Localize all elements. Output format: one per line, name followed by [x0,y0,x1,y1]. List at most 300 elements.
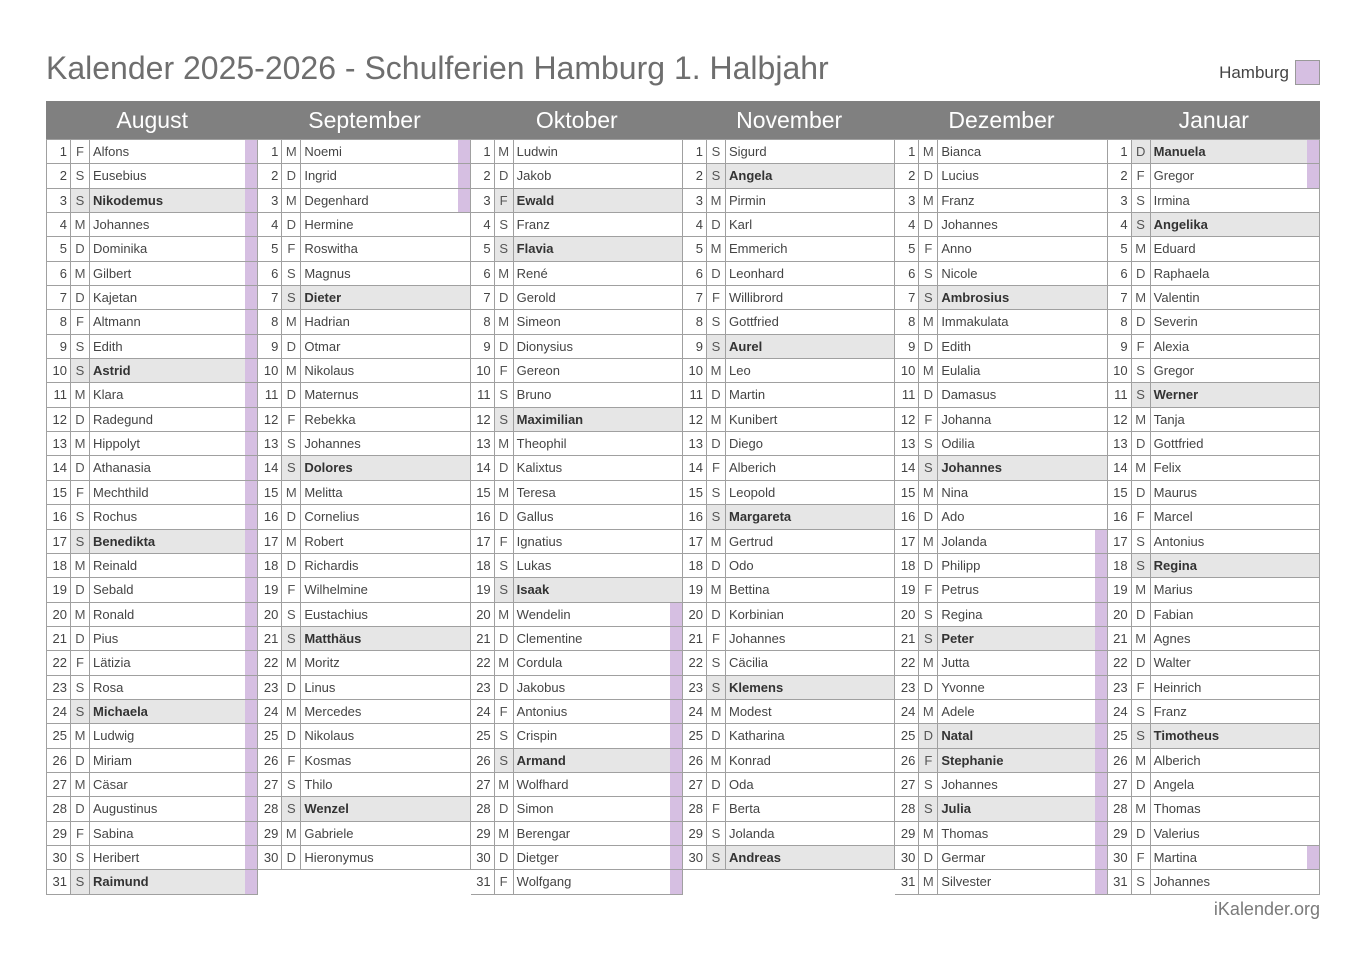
weekday-letter: S [282,603,301,626]
name-day: Sigurd [728,144,767,159]
day-row [47,797,258,821]
holiday-marker [245,335,257,358]
holiday-marker [1307,530,1319,553]
holiday-marker [245,432,257,455]
day-row [47,237,258,261]
day-number: 8 [1108,310,1132,333]
day-row [258,164,470,188]
day-number: 5 [1108,237,1132,260]
weekday-letter: S [71,335,90,358]
day-number: 24 [47,700,71,723]
name-day: Andreas [726,846,882,869]
day-row [47,651,258,675]
day-row [258,603,470,627]
month-header: September [258,101,470,139]
day-number: 2 [258,164,282,187]
holiday-marker [245,262,257,285]
day-number: 12 [471,408,495,431]
weekday-letter: M [919,700,938,723]
holiday-marker [1307,481,1319,504]
weekday-letter: F [282,237,301,260]
weekday-letter: M [919,359,938,382]
day-number: 5 [258,237,282,260]
day-row [47,773,258,797]
name-day: Agnes [1153,630,1191,646]
weekday-letter: M [707,578,726,601]
holiday-marker [458,846,470,869]
day-number: 2 [895,164,919,187]
weekday-letter: S [707,335,726,358]
weekday-letter: M [495,773,514,796]
holiday-marker [245,651,257,674]
day-row [471,554,683,578]
day-number: 17 [683,530,707,553]
day-row [258,676,470,700]
day-row [471,335,683,359]
day-row [47,627,258,651]
weekday-letter: M [71,724,90,747]
holiday-marker [245,505,257,528]
day-row [471,140,683,164]
holiday-marker [670,481,682,504]
day-row [471,797,683,821]
day-number: 22 [1108,651,1132,674]
holiday-marker [882,603,894,626]
day-number: 16 [47,505,71,528]
name-day: Odilia [941,436,975,452]
holiday-marker [882,505,894,528]
weekday-letter: M [71,773,90,796]
holiday-marker [245,822,257,845]
weekday-letter: M [495,140,514,163]
day-number: 14 [258,456,282,479]
day-number: 20 [47,603,71,626]
holiday-marker [245,846,257,869]
day-row [683,749,895,773]
name-day: Rebekka [304,411,356,427]
weekday-letter: D [707,383,726,406]
day-row [683,651,895,675]
holiday-marker [1095,262,1107,285]
day-row [258,870,470,894]
holiday-marker [670,505,682,528]
weekday-letter: S [282,627,301,650]
day-number: 20 [1108,603,1132,626]
holiday-marker [1307,676,1319,699]
weekday-letter: S [707,822,726,845]
name-day: Fabian [1153,606,1194,622]
holiday-marker [1307,164,1319,187]
weekday-letter: D [707,432,726,455]
name-day: Alberich [728,460,776,476]
day-number: 18 [47,554,71,577]
month-column [46,101,258,895]
day-row [258,724,470,748]
name-day: Degenhard [304,192,369,208]
name-day: Felix [1153,460,1182,476]
holiday-marker [245,140,257,163]
name-day: Peter [938,627,1094,650]
day-row [471,870,683,894]
weekday-letter: D [919,213,938,236]
day-number: 4 [683,213,707,236]
day-row [895,189,1107,213]
holiday-marker [245,456,257,479]
holiday-marker [1095,286,1107,309]
weekday-letter: S [1132,359,1151,382]
weekday-letter: D [919,505,938,528]
weekday-letter: D [495,286,514,309]
holiday-marker [882,554,894,577]
day-row [1108,724,1320,748]
day-row [258,335,470,359]
name-day: Aurel [726,335,882,358]
holiday-marker [670,870,682,893]
holiday-marker [1095,870,1107,893]
name-day: Sabina [93,825,134,841]
weekday-letter: F [495,359,514,382]
weekday-letter: D [282,383,301,406]
holiday-marker [458,213,470,236]
day-row [47,140,258,164]
day-number: 27 [258,773,282,796]
holiday-marker [458,554,470,577]
weekday-letter: M [1132,286,1151,309]
name-day: Philipp [941,557,981,573]
name-day: Stephanie [938,749,1094,772]
weekday-letter: D [1132,310,1151,333]
holiday-marker [882,749,894,772]
weekday-letter: M [707,237,726,260]
weekday-letter: S [1132,213,1151,236]
day-row [47,189,258,213]
weekday-letter: F [71,822,90,845]
name-day: Radegund [93,411,153,427]
holiday-marker [670,359,682,382]
holiday-marker [1095,335,1107,358]
weekday-letter: M [1132,456,1151,479]
weekday-letter: S [282,286,301,309]
name-day: Gilbert [93,265,132,281]
day-row [1108,797,1320,821]
name-day: Franz [1153,703,1187,719]
name-day: Thilo [304,776,333,792]
holiday-marker [1095,505,1107,528]
day-row [47,359,258,383]
day-number: 30 [258,846,282,869]
holiday-marker [1095,651,1107,674]
name-day: Ewald [514,189,670,212]
day-number: 22 [895,651,919,674]
name-day: Richardis [304,557,359,573]
day-row [471,286,683,310]
day-row [1108,383,1320,407]
name-day: Cordula [516,655,563,671]
holiday-marker [882,822,894,845]
day-row [47,846,258,870]
name-day: Johannes [1153,874,1211,890]
day-row [258,481,470,505]
name-day: Jutta [941,655,970,671]
day-number: 17 [895,530,919,553]
day-number: 23 [258,676,282,699]
weekday-letter: D [495,164,514,187]
day-row [683,335,895,359]
weekday-letter: M [707,749,726,772]
day-row [895,505,1107,529]
holiday-marker [1307,578,1319,601]
day-row [258,530,470,554]
day-row [1108,237,1320,261]
name-day: Silvester [941,874,992,890]
day-row [683,578,895,602]
holiday-marker [882,359,894,382]
holiday-marker [882,578,894,601]
holiday-marker [1095,676,1107,699]
holiday-marker [670,797,682,820]
weekday-letter: D [919,846,938,869]
holiday-marker [1095,797,1107,820]
day-number: 27 [683,773,707,796]
legend-swatch [1295,60,1320,85]
day-row [683,700,895,724]
day-row [1108,822,1320,846]
holiday-marker [458,724,470,747]
day-row [895,140,1107,164]
month-column [895,101,1107,895]
day-number: 7 [47,286,71,309]
weekday-letter: F [71,310,90,333]
weekday-letter: M [707,700,726,723]
day-number: 31 [47,870,71,893]
holiday-marker [670,578,682,601]
holiday-marker [1307,870,1319,893]
name-day: Gottfried [728,314,779,330]
day-number: 17 [471,530,495,553]
name-day: Lätizia [93,655,131,671]
day-row [471,505,683,529]
name-day: Natal [938,724,1094,747]
holiday-marker [245,359,257,382]
day-row [683,262,895,286]
day-row [47,310,258,334]
day-row [1108,554,1320,578]
day-number: 19 [258,578,282,601]
day-number: 26 [683,749,707,772]
weekday-letter: D [495,676,514,699]
name-day: Klara [93,387,124,403]
day-number: 17 [47,530,71,553]
weekday-letter: D [1132,651,1151,674]
day-number: 7 [258,286,282,309]
weekday-letter: S [71,359,90,382]
holiday-marker [458,237,470,260]
holiday-marker [245,870,257,893]
day-number: 14 [895,456,919,479]
holiday-marker [458,335,470,358]
weekday-letter: D [707,773,726,796]
name-day: Dolores [301,456,457,479]
day-row [47,164,258,188]
weekday-letter: D [1132,140,1151,163]
holiday-marker [1307,627,1319,650]
day-number: 16 [683,505,707,528]
holiday-marker [458,700,470,723]
day-row [471,164,683,188]
holiday-marker [670,603,682,626]
holiday-marker [245,530,257,553]
day-row [683,189,895,213]
day-row [683,846,895,870]
holiday-marker [458,822,470,845]
weekday-letter: S [495,554,514,577]
day-row [1108,481,1320,505]
day-row [1108,870,1320,894]
weekday-letter: D [495,456,514,479]
name-day: Diego [728,436,763,452]
day-row [895,262,1107,286]
day-number: 19 [683,578,707,601]
name-day: Eusebius [93,168,147,184]
holiday-marker [1307,408,1319,431]
holiday-marker [1095,700,1107,723]
day-number: 3 [1108,189,1132,212]
day-number: 7 [683,286,707,309]
day-row [895,286,1107,310]
weekday-letter: S [707,505,726,528]
day-number: 24 [895,700,919,723]
day-number: 3 [47,189,71,212]
weekday-letter: M [495,481,514,504]
holiday-marker [1095,237,1107,260]
name-day: Wolfgang [516,874,572,890]
day-number: 13 [683,432,707,455]
weekday-letter: S [1132,383,1151,406]
name-day: Augustinus [93,801,158,817]
name-day: Maternus [304,387,359,403]
day-number: 8 [683,310,707,333]
weekday-letter: S [1132,870,1151,893]
day-number: 30 [895,846,919,869]
holiday-marker [670,286,682,309]
name-day: Gottfried [1153,436,1204,452]
name-day: Heribert [93,849,140,865]
day-row [895,213,1107,237]
name-day: Wenzel [301,797,457,820]
day-row [683,140,895,164]
weekday-letter: S [282,262,301,285]
holiday-marker [458,456,470,479]
day-number: 10 [258,359,282,382]
name-day: Modest [728,703,772,719]
day-number: 25 [258,724,282,747]
name-day: Leopold [728,484,776,500]
weekday-letter: S [495,213,514,236]
day-row [258,749,470,773]
day-row [1108,310,1320,334]
day-row [471,700,683,724]
day-number: 11 [895,383,919,406]
weekday-letter: M [919,481,938,504]
day-row [895,481,1107,505]
day-number: 27 [47,773,71,796]
day-row [1108,432,1320,456]
weekday-letter: D [282,724,301,747]
weekday-letter: S [495,724,514,747]
day-number: 16 [471,505,495,528]
weekday-letter: D [71,749,90,772]
day-number: 1 [471,140,495,163]
holiday-marker [1095,432,1107,455]
name-day: Otmar [304,338,341,354]
day-number: 15 [47,481,71,504]
day-number: 5 [47,237,71,260]
name-day: Athanasia [93,460,151,476]
day-number: 29 [258,822,282,845]
holiday-marker [1095,846,1107,869]
weekday-letter: D [495,846,514,869]
day-row [895,578,1107,602]
day-row [683,310,895,334]
weekday-letter: M [1132,627,1151,650]
day-number: 26 [1108,749,1132,772]
holiday-marker [245,773,257,796]
day-row [1108,140,1320,164]
name-day: Cornelius [304,509,360,525]
name-day: Germar [941,849,986,865]
name-day: Gerold [516,290,556,306]
weekday-letter: M [282,310,301,333]
weekday-letter: S [1132,700,1151,723]
day-row [47,383,258,407]
holiday-marker [670,432,682,455]
weekday-letter: F [1132,676,1151,699]
holiday-marker [882,481,894,504]
day-row [47,676,258,700]
weekday-letter: D [282,164,301,187]
holiday-marker [882,797,894,820]
weekday-letter: F [919,408,938,431]
day-row [47,530,258,554]
name-day: Edith [93,338,123,354]
holiday-marker [245,676,257,699]
weekday-letter: D [282,554,301,577]
month-header: August [46,101,258,139]
day-row [471,603,683,627]
holiday-marker [1307,846,1319,869]
name-day: Valentin [1153,290,1200,306]
day-number: 7 [471,286,495,309]
day-row [683,822,895,846]
weekday-letter: S [707,140,726,163]
holiday-marker [1095,554,1107,577]
holiday-marker [882,286,894,309]
day-number: 19 [895,578,919,601]
day-number: 28 [471,797,495,820]
day-number: 21 [471,627,495,650]
holiday-marker [1307,700,1319,723]
holiday-marker [458,432,470,455]
day-row [683,481,895,505]
name-day: Rochus [93,509,138,525]
day-number: 9 [683,335,707,358]
day-number: 15 [895,481,919,504]
weekday-letter: S [707,846,726,869]
name-day: Berengar [516,825,571,841]
name-day: Julia [938,797,1094,820]
name-day: Johanna [941,411,992,427]
day-number: 7 [895,286,919,309]
